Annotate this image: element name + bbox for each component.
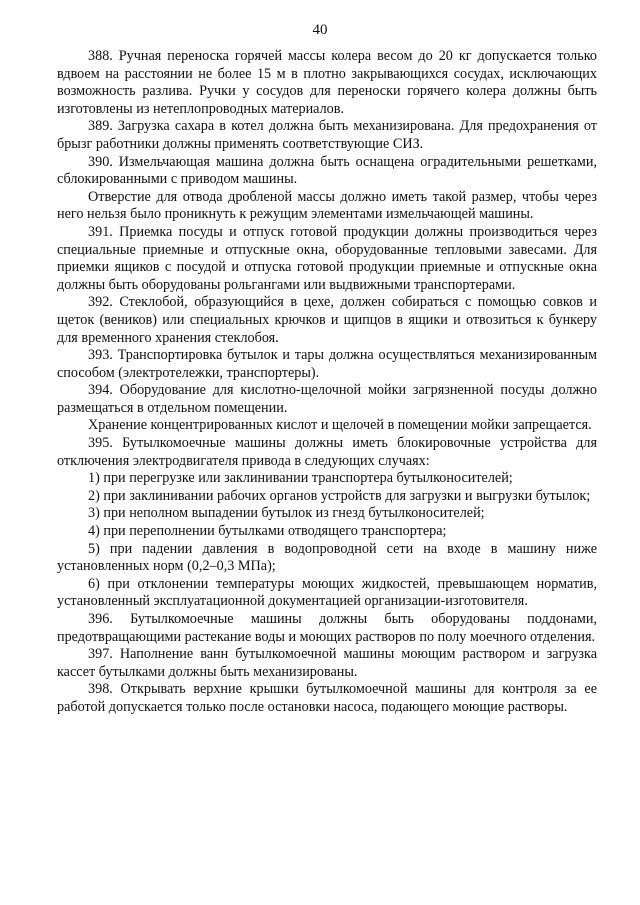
paragraph-391: 391. Приемка посуды и отпуск готовой продукции должны производиться через специальные приемные и отпускные окна, оборудованные тепловыми завесами. Для приемки ящиков с посудой и отпуска готовой продукции приемные и отпускные окна должны быть оборудованы рольгангами или выдвижными транспортерами. <box>57 223 597 293</box>
list-item-395-1: 1) при перегрузке или заклинивании транспортера бутылконосителей; <box>88 470 513 487</box>
paragraph-389: 389. Загрузка сахара в котел должна быть механизирована. Для предохранения от брызг работники должны применять соответствующие СИЗ. <box>57 118 597 152</box>
paragraph-393: 393. Транспортировка бутылок и тары должна осуществляться механизированным способом (электротележки, транспортеры). <box>57 347 597 381</box>
page-number: 40 <box>312 22 328 38</box>
paragraph-392: 392. Стеклобой, образующийся в цехе, должен собираться с помощью совков и щеток (веников) или специальных крючков и щипцов в ящики и отвозиться к бункеру для временного хранения стеклобоя. <box>57 294 597 346</box>
paragraph-395: 395. Бутылкомоечные машины должны иметь блокировочные устройства для отключения электродвигателя привода в следующих случаях: <box>57 435 597 469</box>
paragraph-398: 398. Открывать верхние крышки бутылкомоечной машины для контроля за ее работой допускается только после остановки насоса, подающего моющие растворы. <box>57 681 597 715</box>
paragraph-388: 388. Ручная переноска горячей массы колера весом до 20 кг допускается только вдвоем на расстоянии не более 15 м в плотно закрывающихся сосудах, исключающих возможность разлива. Ручки у сосудов для переноски горячего колера должны быть изготовлены из нетеплопроводных материалов. <box>57 48 597 117</box>
paragraph-390-continued: Отверстие для отвода дробленой массы должно иметь такой размер, чтобы через него нельзя было проникнуть к режущим элементами измельчающей машины. <box>57 188 597 223</box>
paragraph-394: 394. Оборудование для кислотно-щелочной мойки загрязненной посуды должно размещаться в отдельном помещении. <box>57 382 597 416</box>
list-item-395-3: 3) при неполном выпадении бутылок из гнезд бутылконосителей; <box>88 505 485 522</box>
list-item-395-2: 2) при заклинивании рабочих органов устройств для загрузки и выгрузки бутылок; <box>88 487 591 504</box>
list-item-395-4: 4) при переполнении бутылками отводящего транспортера; <box>88 523 447 540</box>
paragraph-394-continued: Хранение концентрированных кислот и щелочей в помещении мойки запрещается. <box>88 417 592 434</box>
paragraph-396: 396. Бутылкомоечные машины должны быть оборудованы поддонами, предотвращающими растекание воды и моющих растворов по полу моечного отделения. <box>57 611 597 645</box>
list-item-395-5: 5) при падении давления в водопроводной сети на входе в машину ниже установленных норм (0,2–0,3 МПа); <box>57 540 597 575</box>
paragraph-397: 397. Наполнение ванн бутылкомоечной машины моющим раствором и загрузка кассет бутылками должны быть механизированы. <box>57 646 597 680</box>
list-item-395-6: 6) при отклонении температуры моющих жидкостей, превышающем норматив, установленный эксплуатационной документацией организации-изготовителя. <box>57 575 597 610</box>
paragraph-390: 390. Измельчающая машина должна быть оснащена оградительными решетками, сблокированными с приводом машины. <box>57 153 597 188</box>
document-body <box>57 48 597 717</box>
